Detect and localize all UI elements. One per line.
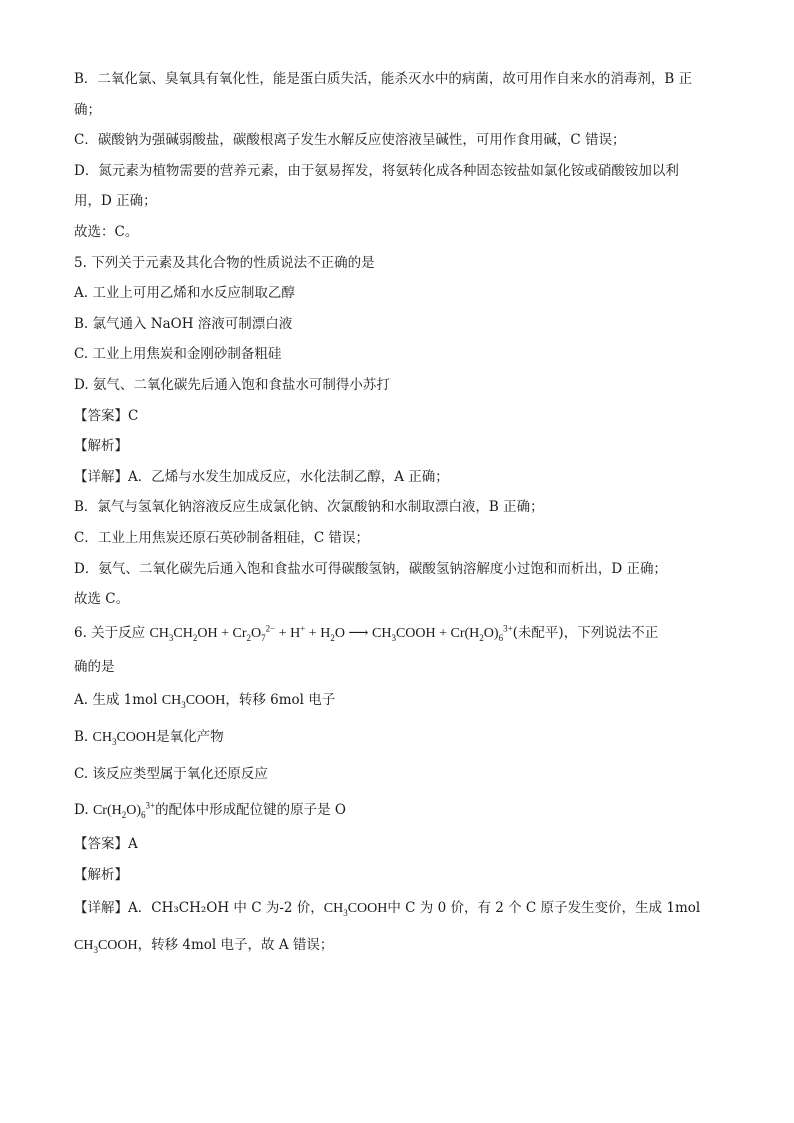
question-5-option-b: B. 氯气通入 NaOH 溶液可制漂白液 [74,315,293,332]
formula-acetic-acid: $CH_3COOH$ [74,938,138,956]
text-line: B．二氧化氯、臭氧具有氧化性，能是蛋白质失活，能杀灭水中的病菌，故可用作自来水的消毒剂，B 正 [74,71,693,87]
question-5-stem: 5. 下列关于元素及其化合物的性质说法不正确的是 [74,254,375,271]
question-6-option-b [74,719,724,756]
detail-6-a-cont [74,927,724,964]
question-5-option-d: D. 氨气、二氧化碳先后通入饱和食盐水可制得小苏打 [74,376,390,393]
formula-acetic-acid: $CH_3COOH$ [92,730,157,748]
detail-6-a-middle: 中 C 为 0 价，有 2 个 C 原子发生变价，生成 1mol [387,900,701,917]
detail-6-a-suffix: ，转移 4mol 电子，故 A 错误； [137,937,334,954]
question-6-stem-cont: 确的是 [74,658,115,675]
detail-5-c: C．工业上用焦炭还原石英砂制备粗硅，C 错误； [74,529,369,546]
question-6-option-c: C. 该反应类型属于氧化还原反应 [74,766,268,783]
option-a-prefix: A. 生成 1mol [74,692,162,709]
question-5-option-c: C. 工业上用焦炭和金刚砂制备粗硅 [74,346,282,363]
option-d-suffix: 的配体中形成配位键的原子是 O [155,802,346,819]
reaction-equation: $CH_3CH_2OH + Cr_2O_7^{2-} + H^+ + H_2O$ ⟶ $CH_3COOH + Cr(H_2O)_6^{3+}$ [149,623,513,643]
formula-acetic-acid: $CH_3COOH$ [161,693,226,711]
detail-5-b: B．氯气与氢氧化钠溶液反应生成氯化钠、次氯酸钠和水制取漂白液，B 正确； [74,499,544,516]
question-6-option-a [74,682,724,719]
text-line: C．碳酸钠为强碱弱酸盐，碳酸根离子发生水解反应使溶液呈碱性，可用作食用碱，C 错误； [74,132,626,149]
detail-6-a [74,890,724,927]
detail-5-conclusion: 故选 C。 [74,591,130,608]
question-6-prefix: 6. 关于反应 [74,624,150,641]
text-line: 确； [74,101,101,118]
detail-5-a: 【详解】A．乙烯与水发生加成反应，水化法制乙醇，A 正确； [74,468,449,485]
option-a-suffix: ，转移 6mol 电子 [225,692,336,709]
formula-chromium-complex: $Cr(H_2O)_6^{3+}$ [92,800,156,821]
option-b-suffix: 是氧化产物 [156,729,224,746]
text-line: 故选：C。 [74,223,139,240]
analysis-6-heading: 【解析】 [74,866,128,883]
option-d-prefix: D. [74,802,93,819]
question-6-suffix: (未配平)，下列说法不正 [512,624,659,641]
question-5-option-a: A. 工业上可用乙烯和水反应制取乙醇 [74,285,295,302]
answer-5: 【答案】C [74,407,139,424]
answer-6: 【答案】A [74,836,138,853]
formula-acetic-acid: $CH_3COOH$ [323,901,388,919]
text-line: 用，D 正确； [74,193,157,210]
option-b-prefix: B. [74,729,93,746]
text-line: D．氮元素为植物需要的营养元素，由于氨易挥发，将氨转化成各种固态铵盐如氯化铵或硝酸铵加以利 [74,162,679,179]
detail-5-d: D．氨气、二氧化碳先后通入饱和食盐水可得碳酸氢钠，碳酸氢钠溶解度小过饱和而析出，D 正确； [74,560,667,577]
analysis-5-heading: 【解析】 [74,438,128,455]
question-6-stem [74,615,724,652]
document-page [74,64,724,964]
question-6-option-d [74,792,724,829]
detail-6-a-prefix: 【详解】A．CH₃CH₂OH 中 C 为-2 价， [74,900,324,917]
